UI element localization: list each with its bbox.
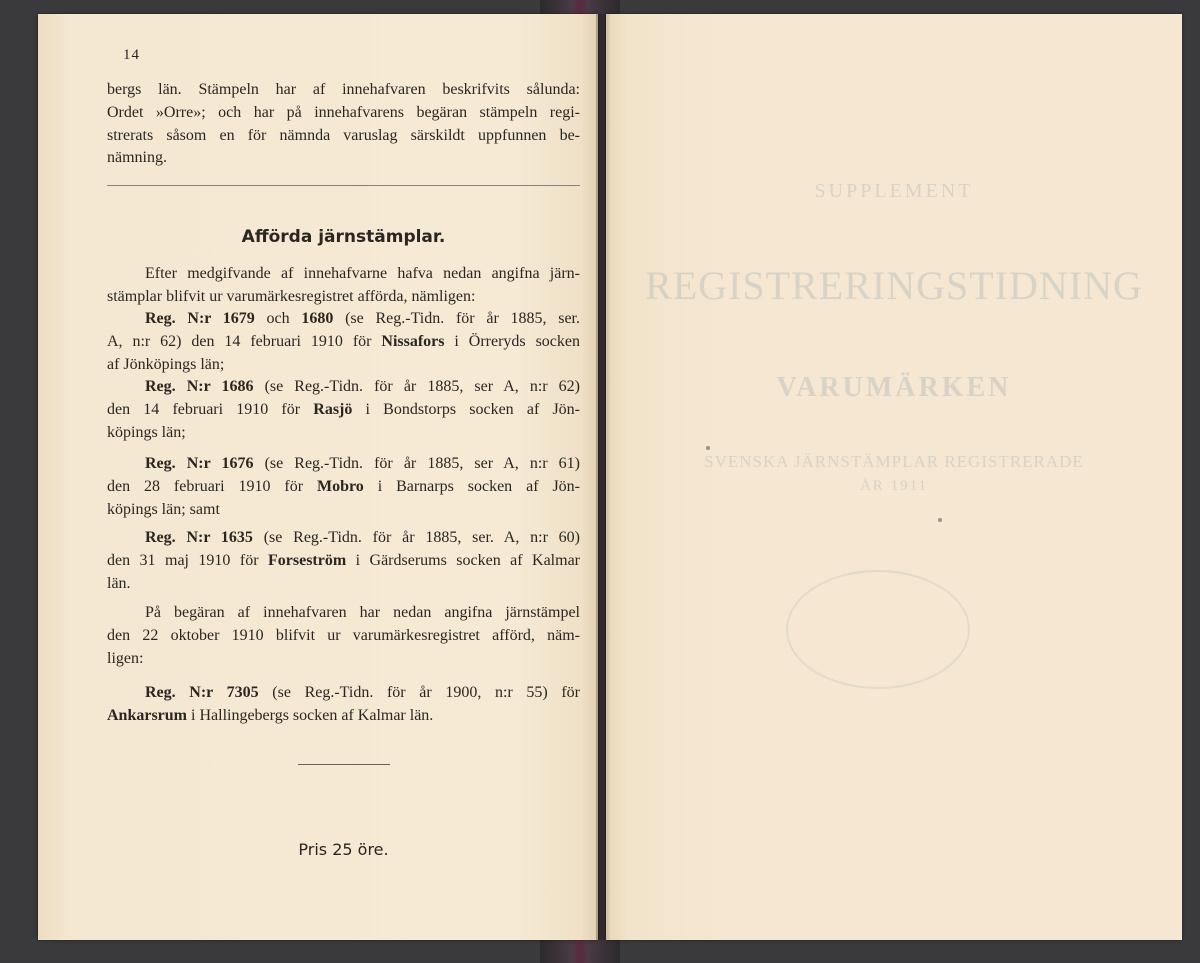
text-line xyxy=(107,453,580,476)
section-heading: Afförda järnstämplar. xyxy=(241,227,446,247)
reg-label: Reg. xyxy=(145,684,176,701)
ghost-emblem xyxy=(786,570,970,689)
text-line: strerats såsom en för nämnda varuslag särskildt uppfunnen be- xyxy=(107,126,580,144)
text-fragment: och xyxy=(254,310,302,327)
text-line xyxy=(107,527,580,550)
text-line: Ordet »Orre»; och har på innehafvarens begäran stämpeln regi- xyxy=(107,103,580,121)
entry-2 xyxy=(107,376,580,444)
text-fragment: i Örreryds socken xyxy=(444,332,580,350)
reg-label: Reg. xyxy=(145,529,176,546)
place-name: Nissafors xyxy=(381,332,445,350)
text-line: den 22 oktober 1910 blifvit ur varumärkesregistret afförd, näm- xyxy=(107,626,580,644)
text-fragment: den 28 februari 1910 för xyxy=(107,477,317,495)
text-line xyxy=(107,550,580,573)
reg-number: N:r 7305 xyxy=(189,684,259,701)
text-fragment: (se Reg.-Tidn. för år 1885, ser A, n:r 61) xyxy=(253,455,581,472)
reg-label: Reg. xyxy=(145,455,176,472)
reg-number: N:r 1635 xyxy=(186,529,253,546)
gutter-shadow xyxy=(596,14,610,940)
text-fragment: i Bondstorps socken af Jön- xyxy=(352,400,581,418)
text-line xyxy=(107,399,580,422)
text-fragment: (se Reg.-Tidn. för år 1885, ser. A, n:r 60) xyxy=(252,529,580,546)
reg-label: Reg. xyxy=(145,310,176,327)
entry-3 xyxy=(107,453,580,521)
text-fragment: i Gärdserums socken af Kalmar xyxy=(346,551,581,569)
entry-4 xyxy=(107,527,580,595)
reg-label: Reg. xyxy=(145,378,176,395)
reg-number: N:r 1676 xyxy=(186,455,254,472)
price-label: Pris 25 öre. xyxy=(298,840,389,859)
text-line: köpings län; samt xyxy=(107,500,220,518)
section-rule xyxy=(107,185,580,186)
paragraph-1 xyxy=(107,263,580,309)
ghost-text: ÅR 1911 xyxy=(859,478,929,494)
text-fragment: den 14 februari 1910 för xyxy=(107,400,314,418)
ghost-text: SVENSKA JÄRNSTÄMPLAR REGISTRERADE xyxy=(704,452,1084,471)
text-fragment: (se Reg.-Tidn. för år 1900, n:r 55) för xyxy=(258,684,580,701)
text-line: Efter medgifvande af innehafvarne hafva nedan angifna järn- xyxy=(145,265,580,282)
text-line xyxy=(107,705,580,728)
reg-number: 1680 xyxy=(301,310,334,327)
text-fragment: den 31 maj 1910 för xyxy=(107,551,268,569)
text-fragment: (se Reg.-Tidn. för år 1885, ser A, n:r 62) xyxy=(253,378,581,395)
place-name: Mobro xyxy=(316,477,364,495)
page-number: 14 xyxy=(123,47,140,63)
paper-speck xyxy=(706,446,710,450)
place-name: Ankarsrum xyxy=(107,706,188,724)
text-line xyxy=(107,331,580,354)
paper-speck xyxy=(938,518,942,522)
text-line xyxy=(107,476,580,499)
text-fragment: (se Reg.-Tidn. för år 1885, ser. xyxy=(333,310,580,327)
reg-number: N:r 1679 xyxy=(187,310,255,327)
end-rule xyxy=(298,764,390,765)
place-name: Rasjö xyxy=(313,400,353,418)
text-fragment: i Barnarps socken af Jön- xyxy=(363,477,581,495)
text-line: ligen: xyxy=(107,649,144,667)
text-line: län. xyxy=(107,574,131,592)
text-line xyxy=(107,308,580,331)
reg-number: N:r 1686 xyxy=(186,378,254,395)
right-page xyxy=(606,14,1182,940)
text-line: af Jönköpings län; xyxy=(107,355,225,373)
ghost-text: VARUMÄRKEN xyxy=(776,372,1012,403)
text-line: På begäran af innehafvaren har nedan angifna järnstämpel xyxy=(145,604,580,621)
text-line: köpings län; xyxy=(107,423,186,441)
ghost-text: REGISTRERINGSTIDNING xyxy=(645,263,1143,308)
text-line: stämplar blifvit ur varumärkesregistret afförda, nämligen: xyxy=(107,287,476,305)
entry-5 xyxy=(107,682,580,728)
text-fragment: i Hallingebergs socken af Kalmar län. xyxy=(187,706,434,724)
entry-1 xyxy=(107,308,580,376)
text-fragment: A, n:r 62) den 14 februari 1910 för xyxy=(107,332,382,350)
text-line xyxy=(107,376,580,399)
paragraph-2 xyxy=(107,602,580,670)
ghost-text: SUPPLEMENT xyxy=(814,180,974,202)
text-line xyxy=(107,682,580,705)
place-name: Forseström xyxy=(267,551,347,569)
intro-paragraph xyxy=(107,79,580,170)
text-line: bergs län. Stämpeln har af innehafvaren beskrifvits sålunda: xyxy=(107,81,580,98)
text-line: nämning. xyxy=(107,149,167,167)
